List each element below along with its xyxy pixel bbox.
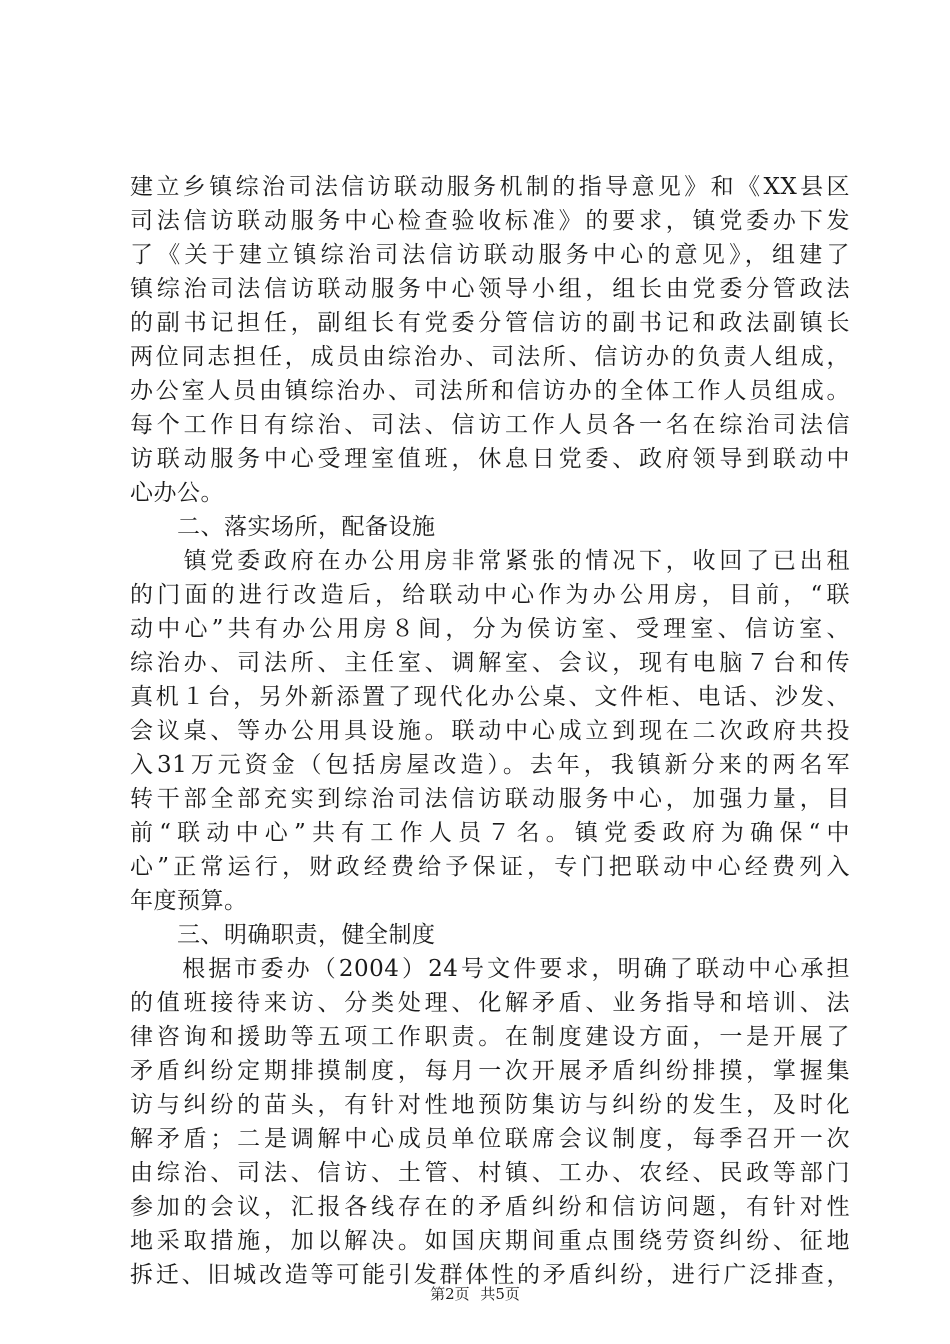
text-line: 会议桌、等办公用具设施。联动中心成立到现在二次政府共投 (130, 718, 850, 744)
text-line: 年度预算。 (130, 888, 248, 914)
text-line: 根据市委办（2004）24号文件要求，明确了联动中心承担 (130, 956, 850, 982)
text-line: 入31万元资金（包括房屋改造）。去年，我镇新分来的两名军 (130, 752, 850, 778)
page-total: 共5页 (480, 1285, 520, 1303)
text-line: 律咨询和援助等五项工作职责。在制度建设方面，一是开展了 (130, 1024, 850, 1050)
section-heading: 三、明确职责，健全制度 (130, 922, 436, 948)
document-body (130, 170, 850, 1292)
text-line: 转干部全部充实到综治司法信访联动服务中心，加强力量，目 (130, 786, 850, 812)
text-line: 了《关于建立镇综治司法信访联动服务中心的意见》，组建了 (130, 242, 850, 268)
text-line: 的副书记担任，副组长有党委分管信访的副书记和政法副镇长 (130, 310, 850, 336)
text-line: 动中心”共有办公用房８间，分为侯访室、受理室、信访室、 (130, 616, 850, 642)
text-line: 参加的会议，汇报各线存在的矛盾纠纷和信访问题，有针对性 (130, 1194, 850, 1220)
text-line: 每个工作日有综治、司法、信访工作人员各一名在综治司法信 (130, 412, 850, 438)
text-line: 心”正常运行，财政经费给予保证，专门把联动中心经费列入 (130, 854, 850, 880)
text-line: 由综治、司法、信访、土管、村镇、工办、农经、民政等部门 (130, 1160, 850, 1186)
text-line: 的值班接待来访、分类处理、化解矛盾、业务指导和培训、法 (130, 990, 850, 1016)
page-number: 第2页 (430, 1285, 470, 1303)
text-line: 的门面的进行改造后，给联动中心作为办公用房，目前，“联 (130, 582, 850, 608)
text-line: 地采取措施，加以解决。如国庆期间重点围绕劳资纠纷、征地 (130, 1228, 850, 1254)
text-line: 心办公。 (130, 480, 224, 506)
text-line: 两位同志担任，成员由综治办、司法所、信访办的负责人组成， (130, 344, 850, 370)
text-line: 访联动服务中心受理室值班，休息日党委、政府领导到联动中 (130, 446, 850, 472)
section-heading: 二、落实场所，配备设施 (130, 514, 436, 540)
page-footer (0, 1283, 950, 1304)
text-line: 镇党委政府在办公用房非常紧张的情况下，收回了已出租 (130, 548, 850, 574)
text-line: 拆迁、旧城改造等可能引发群体性的矛盾纠纷，进行广泛排查， (130, 1262, 850, 1288)
text-line: 综治办、司法所、主任室、调解室、会议，现有电脑７台和传 (130, 650, 850, 676)
text-line: 办公室人员由镇综治办、司法所和信访办的全体工作人员组成。 (130, 378, 850, 404)
text-line: 矛盾纠纷定期排摸制度，每月一次开展矛盾纠纷排摸，掌握集 (130, 1058, 850, 1084)
text-line: 镇综治司法信访联动服务中心领导小组，组长由党委分管政法 (130, 276, 850, 302)
text-line: 司法信访联动服务中心检查验收标准》的要求，镇党委办下发 (130, 208, 850, 234)
text-line: 解矛盾；二是调解中心成员单位联席会议制度，每季召开一次 (130, 1126, 850, 1152)
text-line: 访与纠纷的苗头，有针对性地预防集访与纠纷的发生，及时化 (130, 1092, 850, 1118)
text-line: 真机１台，另外新添置了现代化办公桌、文件柜、电话、沙发、 (130, 684, 850, 710)
text-line: 前“联动中心”共有工作人员７名。镇党委政府为确保“中 (130, 820, 850, 846)
text-line: 建立乡镇综治司法信访联动服务机制的指导意见》和《XX县区 (130, 174, 850, 200)
